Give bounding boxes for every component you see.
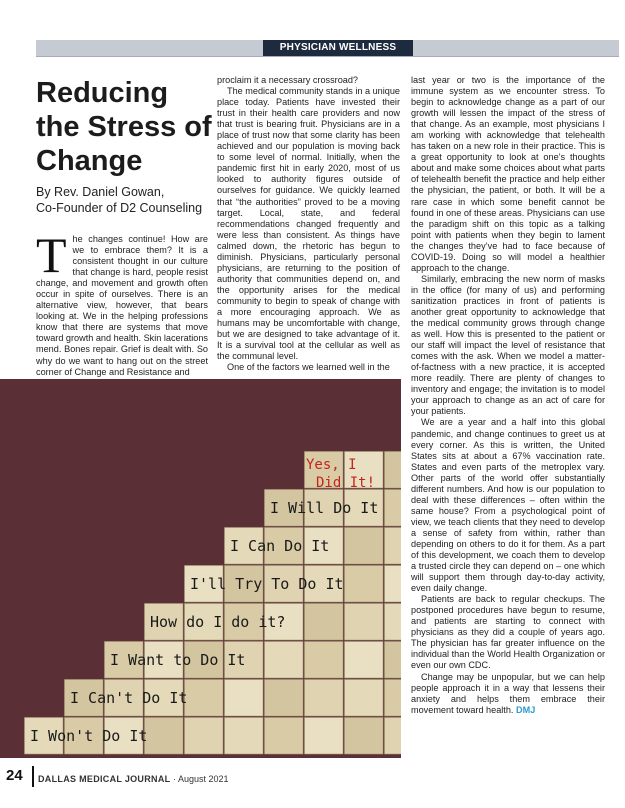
wood-block: [385, 680, 402, 717]
byline: [36, 184, 221, 216]
column-2: [217, 75, 400, 373]
paragraph: The medical community stands in a unique place today. Patients have invested their trust in their health care providers and now that trust is bearing fruit. Physicians are in a place of trust now that some clarity has been achieved and our population is moving back to some level of normal. Initially, when the pandemic first hit in early 2020, most of us looked to authority figures outside of ourselves for guidance. We quickly learned that “the authorities” proved to be a moving target. Local, state, and federal recommendations changed frequently and were less than consistent. As things have calmed down, the rhetoric has begun to diminish. Physicians, particularly personal physicians, are returning to the position of authority that communities depend on, and the opportunity arises for the medical community to begin to speak of change with a more encouraging approach. We as humans may be uncomfortable with change, but we are designed to take advantage of it. It is a survival tool at the cellular as well as the communal level.: [217, 86, 400, 362]
top-step-label: Yes, I: [306, 457, 357, 473]
stairs-photo: [0, 379, 401, 758]
byline-affiliation: Co-Founder of D2 Counseling: [36, 201, 203, 215]
paragraph: We are a year and a half into this global pandemic, and change continues to greet us at every corner. As this is written, the United States sits at about a 67% vaccination rate. States and even parts of the metroplex vary. Other parts of the world offer substantially different numbers. And how is our population to deal with these differences – often within the same house? From a psychological point of view, we teach clients that they need to develop a sense of safety from within, rather than depending on others to do it for them. As a part of this development, we coach them to develop a trusted circle they can depend on – one which will support them through day-to-day activity, even daily change.: [411, 417, 605, 594]
byline-author: By Rev. Daniel Gowan,: [36, 185, 165, 199]
wood-block: [345, 680, 384, 717]
wood-block: [305, 680, 344, 717]
wood-block: [225, 680, 264, 717]
step-label: I Can Do It: [230, 537, 330, 555]
wood-block: [265, 680, 304, 717]
wood-block: [385, 604, 402, 641]
step-label: How do I do it?: [150, 613, 286, 631]
footer-divider: [32, 766, 34, 787]
paragraph: he changes continue! How are we to embrace them? It is a consistent thought in our culture that change is hard, people resist change, and movement and growth often occur in spite of ourselves. There is an alternative view, however, that bears looking at. We in the helping professions know that there are systems that move toward growth and health. Skin lacerations mend. Bones repair. Grief is dealt with. So why do we want to hang out on the street corner of Change and Resistance and: [36, 234, 208, 377]
wood-block: [305, 718, 344, 755]
section-tag: PHYSICIAN WELLNESS: [263, 40, 413, 56]
paragraph: [411, 672, 605, 716]
wood-block: [385, 452, 402, 489]
paragraph-text: Change may be unpopular, but we can help people approach it in a way that lessens their anxiety and helps them embrace their movement toward health.: [411, 671, 605, 715]
step-label: I Will Do It: [270, 499, 379, 517]
page-footer: [6, 767, 606, 788]
paragraph: One of the factors we learned well in the: [227, 362, 390, 373]
wood-block: [345, 642, 384, 679]
wood-block: [385, 566, 402, 603]
step-label: I Won't Do It: [30, 727, 148, 745]
paragraph: last year or two is the importance of the immune system as we encounter stress. To begin to acknowledge change as a part of our growth will lessen the impact of the stress of that change. As an example, most physicians I am working with acknowledge that telehealth has taken on a new role in their practice. This is a great opportunity to look at one’s thoughts about and make some choices about what parts of telehealth benefit the practice and help either the physician, the patient, or both. It will be a rare case in which some benefit cannot be found in one of these areas. Physicians can use the paradigm shift on this topic as a talking point with patients when they begin to lament the changes they’ve had to face because of COVID-19. Doing so will model a healthier approach to the change.: [411, 75, 605, 273]
wood-block: [345, 718, 384, 755]
paragraph: Similarly, embracing the new norm of masks in the office (for many of us) and performing sanitization practices in front of patients is another great opportunity to acknowledge that the medical community grows through change as well. How this is presented to the patient or our staff will impact the level of resistance that comes with the ask. When we model a matter-of-factness with a new practice, it is accepted more readily. There are plenty of changes to inventory and engage; the invitation is to model your approach to change as an act of care for your patients.: [411, 273, 605, 417]
journal-name: DALLAS MEDICAL JOURNAL: [38, 774, 171, 784]
drop-cap: T: [36, 227, 67, 283]
wood-block: [385, 490, 402, 527]
paragraph: proclaim it a necessary crossroad?: [217, 75, 358, 85]
wood-block: [385, 718, 402, 755]
article-title: Reducing the Stress of Change: [36, 77, 212, 177]
step-label: I Can't Do It: [70, 689, 188, 707]
wood-block: [265, 718, 304, 755]
wood-block: [305, 642, 344, 679]
wood-block: [385, 528, 402, 565]
column-3: [411, 75, 605, 716]
top-step-label: Did It!: [316, 475, 376, 491]
wood-block: [385, 642, 402, 679]
section-banner: [36, 40, 619, 57]
step-label: I'll Try To Do It: [190, 575, 344, 593]
page-number: 24: [6, 767, 23, 784]
wood-block: [185, 680, 224, 717]
wood-block: [185, 718, 224, 755]
footer-journal: [38, 774, 229, 784]
wood-block: [145, 718, 184, 755]
stairs-illustration: [0, 379, 401, 758]
footer-separator: ·: [172, 774, 176, 784]
wood-block: [345, 566, 384, 603]
column-1: [36, 227, 208, 378]
issue-date: August 2021: [177, 774, 229, 784]
paragraph: Patients are back to regular checkups. The postponed procedures have begun to resume, and patients are starting to connect with physicians as they did a couple of years ago. The physician has far greater influence on the individual than the World Health Organization or even our own CDC.: [411, 594, 605, 671]
end-mark: DMJ: [516, 704, 536, 715]
wood-block: [225, 718, 264, 755]
wood-block: [265, 642, 304, 679]
wood-block: [305, 604, 344, 641]
step-label: I Want to Do It: [110, 651, 246, 669]
wood-block: [345, 528, 384, 565]
wood-block: [345, 604, 384, 641]
